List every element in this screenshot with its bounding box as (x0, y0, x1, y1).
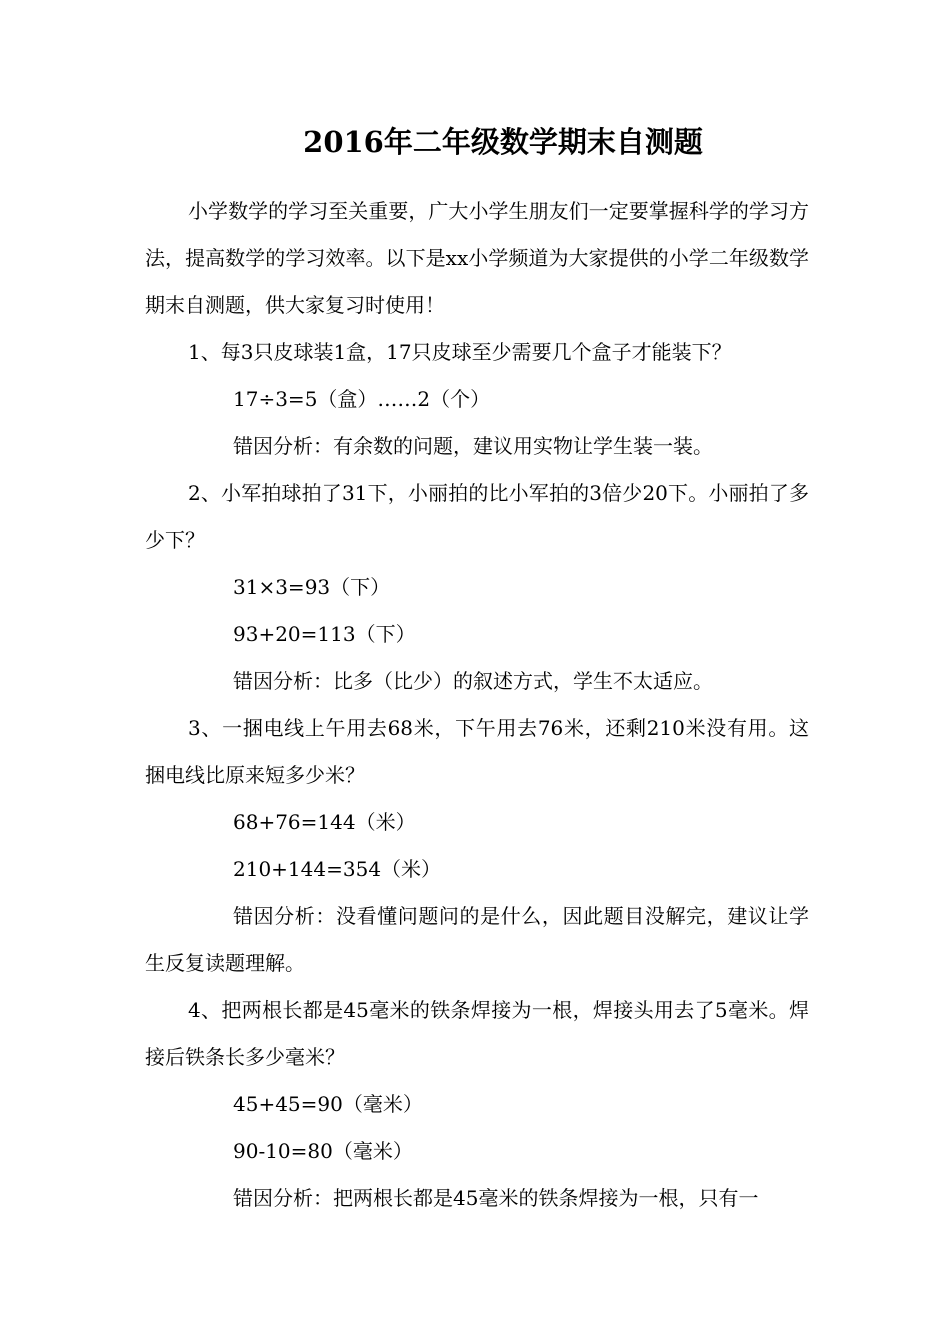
question-3-analysis: 错因分析：没看懂问题问的是什么，因此题目没解完，建议让学生反复读题理解。 (145, 904, 809, 975)
question-1: 1、每3只皮球装1盒，17只皮球至少需要几个盒子才能装下？ (188, 340, 732, 364)
question-2: 2、小军拍球拍了31下，小丽拍的比小军拍的3倍少20下。小丽拍了多少下？ (145, 481, 809, 552)
question-1-analysis: 错因分析：有余数的问题，建议用实物让学生装一装。 (233, 434, 713, 458)
question-4-analysis: 错因分析：把两根长都是45毫米的铁条焊接为一根，只有一 (233, 1186, 759, 1210)
question-4: 4、把两根长都是45毫米的铁条焊接为一根，焊接头用去了5毫米。焊接后铁条长多少毫米？ (145, 998, 809, 1069)
question-3: 3、一捆电线上午用去68米，下午用去76米，还剩210米没有用。这捆电线比原来短多少米？ (145, 716, 809, 787)
question-3-step-2: 210+144=354（米） (233, 857, 442, 881)
question-1-step-1: 17÷3=5（盒）……2（个） (233, 387, 491, 411)
intro-paragraph: 小学数学的学习至关重要，广大小学生朋友们一定要掌握科学的学习方法，提高数学的学习效率。以下是xx小学频道为大家提供的小学二年级数学期末自测题，供大家复习时使用！ (145, 199, 809, 317)
document-title: 2016年二年级数学期末自测题 (303, 125, 703, 159)
question-2-step-1: 31×3=93（下） (233, 575, 391, 599)
question-4-step-2: 90-10=80（毫米） (233, 1139, 413, 1163)
question-2-step-2: 93+20=113（下） (233, 622, 416, 646)
question-4-step-1: 45+45=90（毫米） (233, 1092, 423, 1116)
question-2-analysis: 错因分析：比多（比少）的叙述方式，学生不太适应。 (233, 669, 713, 693)
question-3-step-1: 68+76=144（米） (233, 810, 416, 834)
document-body (145, 188, 809, 1222)
